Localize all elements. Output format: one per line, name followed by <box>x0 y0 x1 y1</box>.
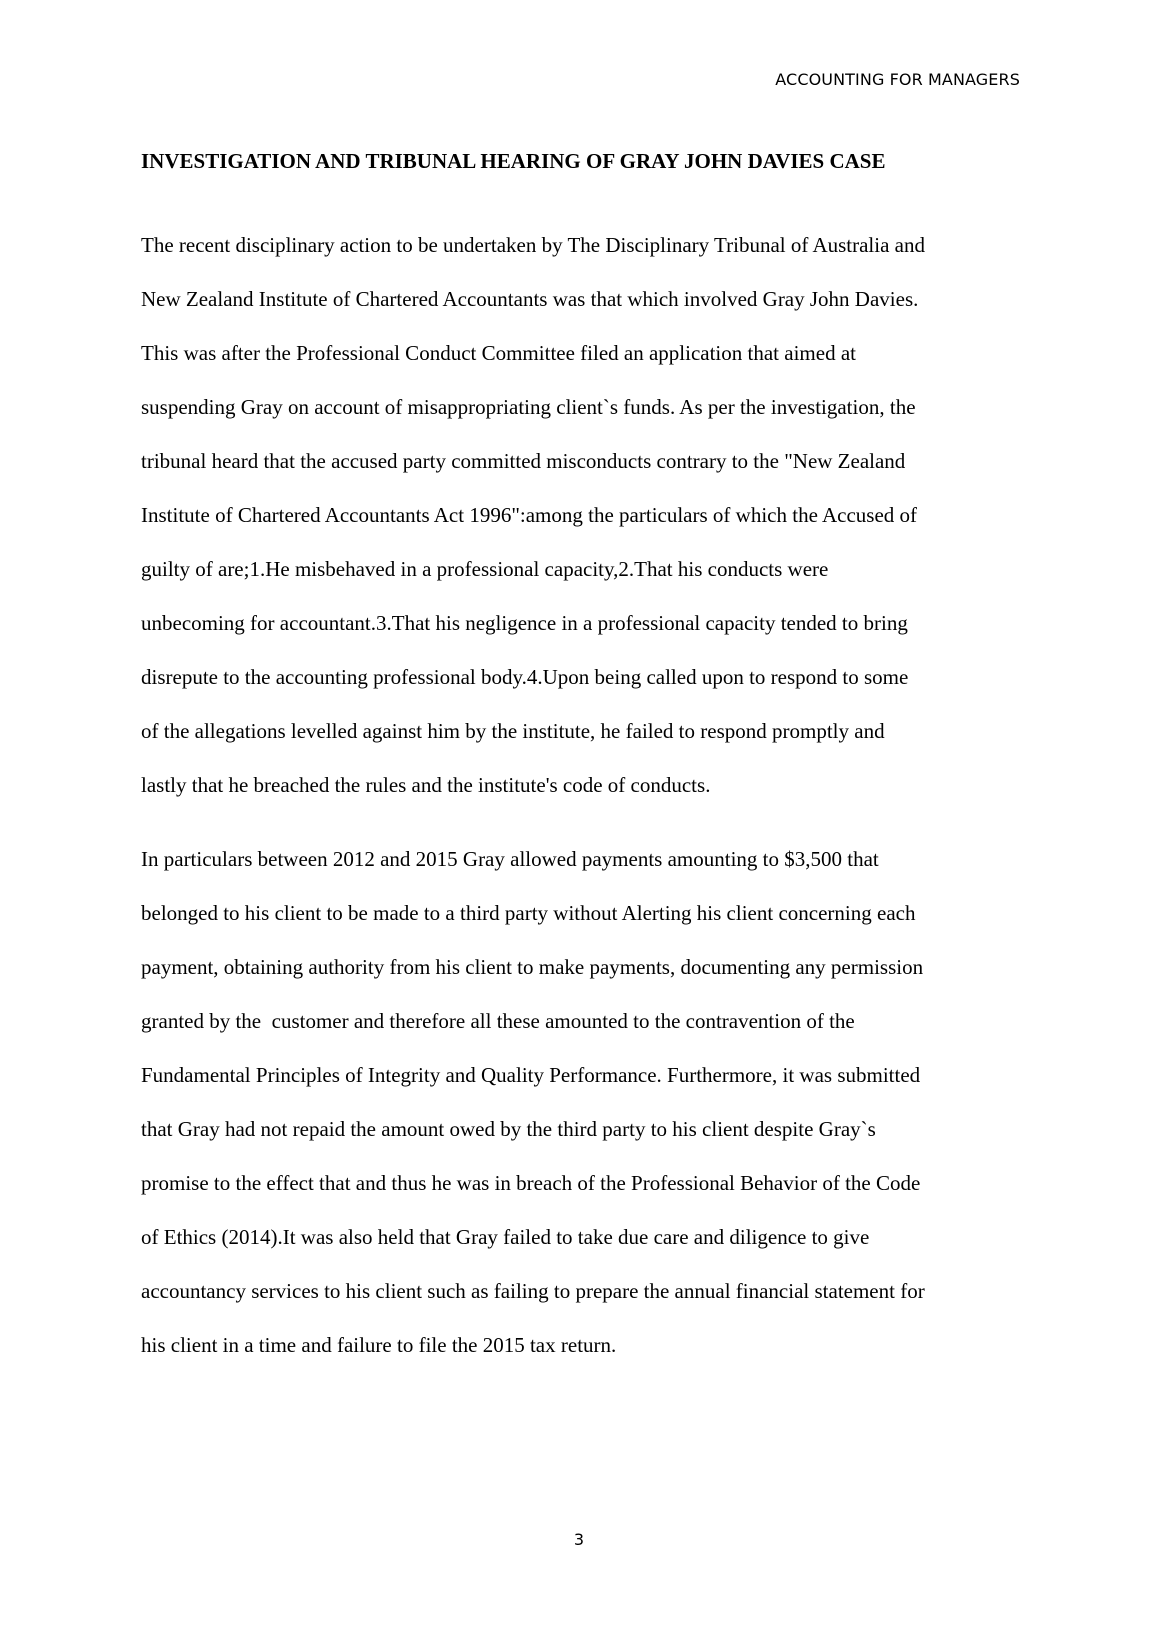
text-line: belonged to his client to be made to a third party without Alerting his client concerning each <box>141 901 916 925</box>
text-line: The recent disciplinary action to be undertaken by The Disciplinary Tribunal of Australia and <box>141 233 925 257</box>
text-line: In particulars between 2012 and 2015 Gray allowed payments amounting to $3,500 that <box>141 847 879 871</box>
text-line: his client in a time and failure to file the 2015 tax return. <box>141 1333 617 1357</box>
text-line: of Ethics (2014).It was also held that Gray failed to take due care and diligence to give <box>141 1225 870 1249</box>
text-line: unbecoming for accountant.3.That his negligence in a professional capacity tended to bring <box>141 611 908 635</box>
text-line: accountancy services to his client such as failing to prepare the annual financial statement for <box>141 1279 925 1303</box>
text-line: promise to the effect that and thus he was in breach of the Professional Behavior of the Code <box>141 1171 921 1195</box>
text-line: disrepute to the accounting professional body.4.Upon being called upon to respond to some <box>141 665 909 689</box>
paragraph-1 <box>141 218 1027 812</box>
page-number: 3 <box>573 1530 585 1549</box>
text-line: granted by the customer and therefore all these amounted to the contravention of the <box>141 1009 855 1033</box>
text-line: Institute of Chartered Accountants Act 1996":among the particulars of which the Accused of <box>141 503 918 527</box>
text-line: This was after the Professional Conduct Committee filed an application that aimed at <box>141 341 856 365</box>
text-line: that Gray had not repaid the amount owed by the third party to his client despite Gray`s <box>141 1117 876 1141</box>
text-line: tribunal heard that the accused party committed misconducts contrary to the "New Zealand <box>141 449 906 473</box>
document-title: INVESTIGATION AND TRIBUNAL HEARING OF GRAY JOHN DAVIES CASE <box>141 149 886 173</box>
paragraph-2 <box>141 832 1027 1372</box>
document-body <box>141 146 1027 1372</box>
text-line: lastly that he breached the rules and the institute's code of conducts. <box>141 773 711 797</box>
text-line: New Zealand Institute of Chartered Accountants was that which involved Gray John Davies. <box>141 287 919 311</box>
text-line: Fundamental Principles of Integrity and Quality Performance. Furthermore, it was submitted <box>141 1063 921 1087</box>
text-line: payment, obtaining authority from his client to make payments, documenting any permission <box>141 955 924 979</box>
text-line: guilty of are;1.He misbehaved in a professional capacity,2.That his conducts were <box>141 557 829 581</box>
text-line: of the allegations levelled against him by the institute, he failed to respond promptly and <box>141 719 885 743</box>
running-header: ACCOUNTING FOR MANAGERS <box>775 70 1020 89</box>
text-line: suspending Gray on account of misappropriating client`s funds. As per the investigation, the <box>141 395 916 419</box>
